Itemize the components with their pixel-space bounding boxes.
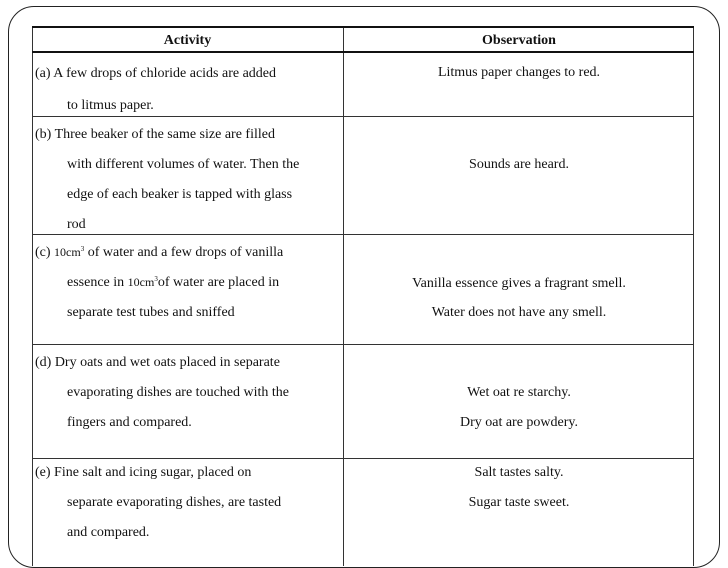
observation-a-line1: Litmus paper changes to red. bbox=[437, 65, 601, 80]
observation-c-line1: Vanilla essence gives a fragrant smell. bbox=[412, 276, 626, 291]
activity-d-line3: fingers and compared. bbox=[67, 415, 192, 430]
activity-e-line2: separate evaporating dishes, are tasted bbox=[67, 495, 282, 510]
column-divider bbox=[343, 26, 344, 566]
activity-a-line1: (a) A few drops of chloride acids are added bbox=[35, 66, 277, 81]
header-divider bbox=[32, 51, 694, 53]
table-border-top bbox=[32, 26, 694, 28]
observation-e-line2: Sugar taste sweet. bbox=[468, 495, 570, 510]
unit-superscript: 3 bbox=[154, 275, 158, 283]
observation-d-line2: Dry oat are powdery. bbox=[459, 415, 579, 430]
row-divider bbox=[32, 458, 694, 459]
row-divider bbox=[32, 344, 694, 345]
observation-b-line1: Sounds are heard. bbox=[469, 157, 569, 172]
row-divider bbox=[32, 234, 694, 235]
activity-c-unit-a bbox=[54, 245, 84, 259]
activity-b-line4: rod bbox=[67, 217, 86, 232]
activity-c-line2 bbox=[67, 275, 279, 291]
activity-c-text-b: essence in bbox=[67, 275, 125, 290]
activity-a-line2: to litmus paper. bbox=[67, 98, 154, 113]
table-border-right bbox=[693, 26, 694, 566]
table-border-left bbox=[32, 26, 33, 566]
activity-c-text-a: of water and a few drops of vanilla bbox=[87, 245, 284, 260]
activity-b-line1: (b) Three beaker of the same size are filled bbox=[35, 127, 275, 142]
unit-superscript: 3 bbox=[80, 245, 85, 253]
activity-c-unit-b bbox=[128, 275, 158, 289]
observation-c-line2: Water does not have any smell. bbox=[431, 305, 607, 320]
activity-c-text-c: of water are placed in bbox=[157, 275, 280, 290]
header-observation: Observation bbox=[482, 33, 556, 48]
unit-text: 10cm bbox=[127, 275, 155, 289]
activity-d-line1: (d) Dry oats and wet oats placed in separate bbox=[35, 355, 280, 370]
activity-b-line3: edge of each beaker is tapped with glass bbox=[67, 187, 293, 202]
activity-c-line3: separate test tubes and sniffed bbox=[67, 305, 235, 320]
activity-observation-table bbox=[32, 26, 694, 566]
observation-d-line1: Wet oat re starchy. bbox=[467, 385, 571, 400]
row-divider bbox=[32, 116, 694, 117]
activity-d-line2: evaporating dishes are touched with the bbox=[67, 385, 289, 400]
activity-e-line1: (e) Fine salt and icing sugar, placed on bbox=[35, 465, 252, 480]
unit-text: 10cm bbox=[54, 245, 81, 259]
activity-c-line1 bbox=[35, 245, 283, 261]
observation-e-line1: Salt tastes salty. bbox=[474, 465, 564, 480]
activity-c-prefix: (c) bbox=[35, 245, 51, 260]
activity-e-line3: and compared. bbox=[67, 525, 150, 540]
activity-b-line2: with different volumes of water. Then the bbox=[67, 157, 300, 172]
header-activity: Activity bbox=[163, 33, 212, 48]
